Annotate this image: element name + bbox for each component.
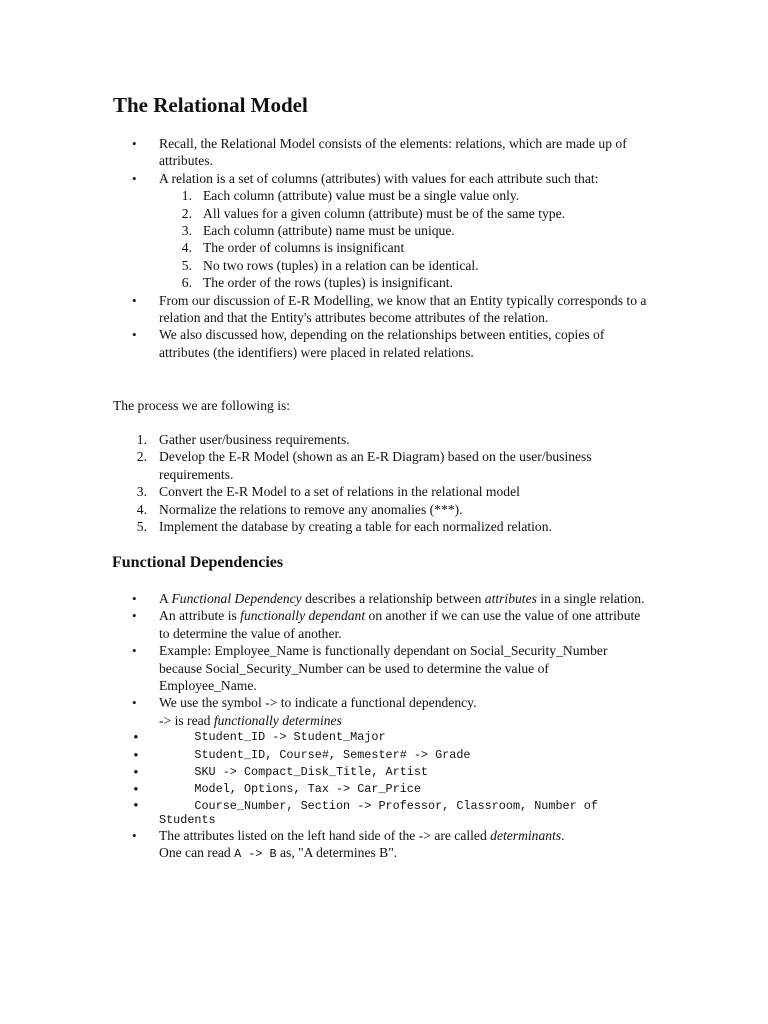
rule-item: 5. No two rows (tuples) in a relation can be identical.: [181, 257, 479, 273]
process-list: [0, 431, 768, 535]
list-item: • From our discussion of E-R Modelling, we know that an Entity typically corresponds to a relation and that the Entity's attributes become attributes of the relation.: [0, 292, 649, 327]
list-item: • A relation is a set of columns (attributes) with values for each attribute such that:: [0, 170, 649, 187]
section-heading: Functional Dependencies: [112, 554, 284, 571]
process-step: 2. Develop the E-R Model (shown as an E-R Diagram) based on the user/business requirements.: [136, 449, 592, 482]
fd-example: • Model, Options, Tax -> Car_Price: [0, 781, 649, 798]
rule-item: 1. Each column (attribute) value must be a single value only.: [181, 188, 520, 204]
list-item: • We also discussed how, depending on the relationships between entities, copies of attributes (the identifiers) were placed in related relations.: [0, 326, 649, 361]
list-item: • We use the symbol -> to indicate a functional dependency. -> is read functionally determines: [0, 694, 649, 729]
fd-example: • Student_ID -> Student_Major: [0, 729, 649, 746]
list-item: • An attribute is functionally dependant on another if we can use the value of one attribute to determine the value of another.: [0, 607, 649, 642]
process-step: 1. Gather user/business requirements.: [136, 432, 350, 447]
process-step: 3. Convert the E-R Model to a set of relations in the relational model: [136, 484, 520, 500]
process-step: 5. Implement the database by creating a table for each normalized relation.: [136, 519, 552, 535]
rule-item: 2. All values for a given column (attribute) must be of the same type.: [181, 205, 566, 221]
process-step: 4. Normalize the relations to remove any anomalies (***).: [136, 501, 463, 517]
rule-item: 6. The order of the rows (tuples) is insignificant.: [181, 275, 453, 291]
list-item: • Example: Employee_Name is functionally dependant on Social_Security_Number because Social_Security_Number can be used to determine the value of Employee_Name.: [0, 642, 649, 694]
rule-item: 3. Each column (attribute) name must be unique.: [181, 223, 455, 239]
page-title: The Relational Model: [113, 93, 308, 117]
rule-item: 4. The order of columns is insignificant: [181, 240, 405, 256]
fd-example: • SKU -> Compact_Disk_Title, Artist: [0, 764, 649, 781]
list-item: • A Functional Dependency describes a relationship between attributes in a single relation.: [0, 590, 649, 607]
fd-example: • Student_ID, Course#, Semester# -> Grade: [0, 747, 649, 764]
intro-list: [0, 135, 768, 361]
list-item: • Recall, the Relational Model consists of the elements: relations, which are made up of attributes.: [0, 135, 649, 170]
fd-list: [0, 590, 768, 864]
list-item: • The attributes listed on the left hand side of the -> are called determinants. One can read A -> B as, "A determines B".: [0, 827, 649, 864]
fd-example: • Course_Number, Section -> Professor, Classroom, Number of Students: [0, 799, 649, 827]
process-lead: The process we are following is:: [113, 398, 291, 413]
